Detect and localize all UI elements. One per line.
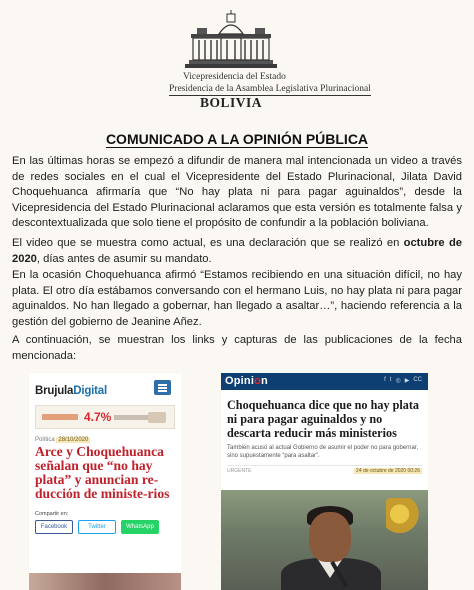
twitter-icon[interactable]: t <box>389 377 392 383</box>
brujula-logo: BrujulaDigital <box>35 385 107 397</box>
youtube-icon[interactable]: ▶ <box>404 378 410 384</box>
capitol-building-icon <box>183 10 279 70</box>
bank-logo-icon <box>148 412 166 423</box>
brujula-digital-screenshot <box>29 373 181 590</box>
paragraph-1: En las últimas horas se empezó a difundir de manera mal intencionada un video a través de redes sociales en el cual el Vicepresidente del Estado Plurinacional, Jilata David Choquehuanca afirmaría que “No hay plata ni para pagar aguinaldos”, desde la Vicepresidencia del Estado Plurinacional aclaramos que esta versión es totalmente falsa y descontextualizada que solo tiene el propósito de confundir a la población boliviana. <box>12 155 462 229</box>
paragraph-2-end: , días antes de asumir su mandato. <box>36 252 212 265</box>
brujula-header <box>29 373 181 403</box>
section-label: Política <box>35 437 55 443</box>
social-icons <box>384 377 422 384</box>
org-name-line1: Vicepresidencia del Estado <box>183 72 286 82</box>
opinion-header <box>221 373 428 390</box>
share-buttons <box>35 520 175 534</box>
ad-banner <box>35 405 175 429</box>
paragraph-2 <box>12 236 462 267</box>
instagram-icon[interactable]: ◎ <box>395 378 401 384</box>
paragraph-2-start: El video que se muestra como actual, es una declaración que se realizó en <box>12 237 404 249</box>
opinion-subheadline: También acusó al actual Gobierno de asumir el poder no para gobernar, sino supuestamente “para asaltar”. <box>227 445 419 459</box>
article-date: 28/10/2020 <box>58 437 89 443</box>
opinion-date: 24 de octubre de 2020 00:26 <box>356 468 420 474</box>
article-photo <box>29 573 181 590</box>
opinion-headline: Choquehuanca dice que no hay plata ni para pagar aguinaldos y no descarta reducir más ministerios <box>227 398 420 440</box>
letterhead <box>0 0 474 118</box>
urgent-label: URGENTE <box>227 468 252 474</box>
paragraph-2-date: octubre de 2020 <box>12 237 463 265</box>
document-title: COMUNICADO A LA OPINIÓN PÚBLICA <box>105 131 369 147</box>
share-label: Compartir en: <box>35 511 69 517</box>
opinion-logo: Opinion <box>225 375 268 387</box>
twitter-share-button[interactable]: Twitter <box>78 520 116 534</box>
ad-rate: 4.7% <box>84 410 112 424</box>
facebook-share-button[interactable]: Facebook <box>35 520 73 534</box>
org-name-line2: Presidencia de la Asamblea Legislativa Plurinacional <box>169 84 371 94</box>
brujula-headline: Arce y Choquehuanca señalan que “no hay plata” y anuncian re-ducción de ministe-rios <box>35 444 170 501</box>
org-country: BOLIVIA <box>200 95 263 110</box>
article-meta <box>35 437 175 443</box>
opinion-screenshot <box>221 373 428 590</box>
paragraph-4: A continuación, se muestran los links y capturas de las publicaciones de la fecha mencionada: <box>12 334 462 362</box>
cc-icon[interactable]: CC <box>413 377 422 383</box>
speaker-photo <box>221 490 428 590</box>
facebook-icon[interactable]: f <box>384 377 386 383</box>
paragraph-3: En la ocasión Choquehuanca afirmó “Estamos recibiendo en una situación difícil, no hay plata. El otro día estábamos conversando con el hermano Luis, no hay plata ni para pagar aguinaldos. No han llegado a gobernar, han llegado a asaltar…”, haciendo referencia a la gestión del gobierno de Jeanine Añez. <box>12 269 462 328</box>
hamburger-menu-icon[interactable] <box>154 380 171 395</box>
whatsapp-share-button[interactable]: WhatsApp <box>121 520 159 534</box>
opinion-meta <box>227 465 422 475</box>
